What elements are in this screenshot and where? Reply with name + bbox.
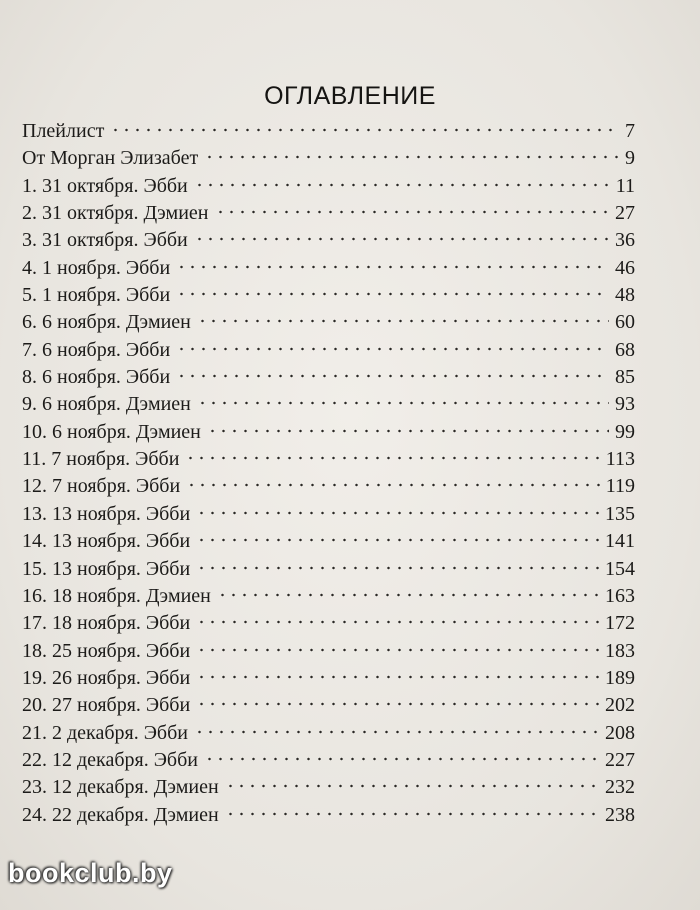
dot-leader xyxy=(176,291,609,297)
toc-entry xyxy=(22,473,635,500)
dot-leader xyxy=(215,209,610,215)
toc-entry xyxy=(22,145,635,172)
toc-entry-page-number: 119 xyxy=(605,475,635,498)
toc-entry xyxy=(22,665,635,692)
toc-entry-page-number: 36 xyxy=(615,229,635,252)
toc-entry-title: 14. 13 ноября. Эбби xyxy=(22,530,191,553)
toc-entry-title: 23. 12 декабря. Дэмиен xyxy=(22,776,219,799)
toc-entry-page-number: 60 xyxy=(615,311,635,334)
dot-leader xyxy=(196,510,599,516)
dot-leader xyxy=(194,729,599,735)
toc-entry-title: 6. 6 ноября. Дэмиен xyxy=(22,311,191,334)
toc-entry xyxy=(22,419,635,446)
toc-entry xyxy=(22,309,635,336)
toc-entry xyxy=(22,118,635,145)
toc-entry-title: 24. 22 декабря. Дэмиен xyxy=(22,803,219,826)
toc-entry xyxy=(22,720,635,747)
toc-entry-title: 12. 7 ноября. Эбби xyxy=(22,475,181,498)
toc-entry-title: 7. 6 ноября. Эбби xyxy=(22,338,171,361)
toc-entry-page-number: 113 xyxy=(605,448,635,471)
toc-entry xyxy=(22,200,635,227)
toc-entry xyxy=(22,227,635,254)
toc-entry xyxy=(22,255,635,282)
toc-entry-title: 4. 1 ноября. Эбби xyxy=(22,256,171,279)
toc-entry-title: 16. 18 ноября. Дэмиен xyxy=(22,584,211,607)
dot-leader xyxy=(204,154,619,160)
dot-leader xyxy=(194,182,610,188)
dot-leader xyxy=(176,346,609,352)
toc-entry xyxy=(22,501,635,528)
toc-entry xyxy=(22,638,635,665)
toc-entry xyxy=(22,337,635,364)
toc-entry-page-number: 202 xyxy=(605,694,635,717)
toc-entry xyxy=(22,282,635,309)
toc-entry-title: 22. 12 декабря. Эбби xyxy=(22,748,198,771)
toc-entry-page-number: 68 xyxy=(615,338,635,361)
toc-entry xyxy=(22,364,635,391)
toc-entry xyxy=(22,556,635,583)
dot-leader xyxy=(110,127,619,133)
toc-entry xyxy=(22,802,635,829)
toc-entry-page-number: 135 xyxy=(605,502,635,525)
toc-entry xyxy=(22,747,635,774)
toc-entry-title: Плейлист xyxy=(22,120,105,142)
toc-entry-page-number: 232 xyxy=(605,776,635,799)
dot-leader xyxy=(196,647,599,653)
dot-leader xyxy=(186,482,600,488)
toc-entry xyxy=(22,774,635,801)
toc-entry-title: 9. 6 ноября. Дэмиен xyxy=(22,393,191,416)
toc-entry-title: 8. 6 ноября. Эбби xyxy=(22,366,171,389)
dot-leader xyxy=(194,236,609,242)
toc-entry-title: 15. 13 ноября. Эбби xyxy=(22,557,191,580)
toc-entry-title: 2. 31 октября. Дэмиен xyxy=(22,202,209,225)
dot-leader xyxy=(196,619,599,625)
toc-entry-page-number: 99 xyxy=(615,420,635,443)
dot-leader xyxy=(204,756,599,762)
dot-leader xyxy=(185,455,599,461)
toc-entry-title: 11. 7 ноября. Эбби xyxy=(22,448,180,471)
toc-entry xyxy=(22,391,635,418)
toc-entry-title: 5. 1 ноября. Эбби xyxy=(22,284,171,307)
toc-entry-title: 10. 6 ноября. Дэмиен xyxy=(22,420,201,443)
toc-entry xyxy=(22,173,635,200)
dot-leader xyxy=(197,318,609,324)
dot-leader xyxy=(197,400,609,406)
toc-entry-page-number: 46 xyxy=(615,256,635,279)
dot-leader xyxy=(207,428,609,434)
dot-leader xyxy=(196,537,599,543)
toc-entry-page-number: 48 xyxy=(615,284,635,307)
toc-entry-page-number: 27 xyxy=(615,202,635,225)
toc-entry-page-number: 11 xyxy=(615,174,635,197)
toc-entry-title: 1. 31 октября. Эбби xyxy=(22,174,188,197)
toc-entry-page-number: 208 xyxy=(605,721,635,744)
dot-leader xyxy=(176,264,609,270)
toc-entry-title: От Морган Элизабет xyxy=(22,147,199,170)
toc-entry-title: 18. 25 ноября. Эбби xyxy=(22,639,191,662)
dot-leader xyxy=(217,592,599,598)
toc-entry-title: 20. 27 ноября. Эбби xyxy=(22,694,191,717)
dot-leader xyxy=(196,701,599,707)
dot-leader xyxy=(225,811,599,817)
toc-entry xyxy=(22,446,635,473)
toc-entry xyxy=(22,692,635,719)
toc-entry-page-number: 154 xyxy=(605,557,635,580)
dot-leader xyxy=(196,565,599,571)
toc-entry xyxy=(22,610,635,637)
toc-entry-page-number: 141 xyxy=(605,530,635,553)
toc-entry-title: 21. 2 декабря. Эбби xyxy=(22,721,188,744)
toc-entry-page-number: 9 xyxy=(625,147,635,170)
toc-entry-page-number: 227 xyxy=(605,748,635,771)
toc-entry-title: 19. 26 ноября. Эбби xyxy=(22,666,191,689)
toc-entry-page-number: 85 xyxy=(615,366,635,389)
toc-entry-page-number: 238 xyxy=(605,803,635,826)
toc-entry-title: 3. 31 октября. Эбби xyxy=(22,229,188,252)
toc-entry-page-number: 189 xyxy=(605,666,635,689)
table-of-contents xyxy=(22,118,635,829)
toc-entry-page-number: 163 xyxy=(605,584,635,607)
toc-entry-page-number: 183 xyxy=(605,639,635,662)
dot-leader xyxy=(196,674,599,680)
toc-entry xyxy=(22,583,635,610)
toc-entry-title: 17. 18 ноября. Эбби xyxy=(22,612,191,635)
toc-entry xyxy=(22,528,635,555)
watermark: bookclub.by xyxy=(8,858,173,888)
page-title: ОГЛАВЛЕНИЕ xyxy=(264,82,436,110)
toc-entry-page-number: 7 xyxy=(625,120,635,142)
dot-leader xyxy=(176,373,609,379)
toc-entry-title: 13. 13 ноября. Эбби xyxy=(22,502,191,525)
toc-entry-page-number: 93 xyxy=(615,393,635,416)
toc-entry-page-number: 172 xyxy=(605,612,635,635)
dot-leader xyxy=(225,783,599,789)
